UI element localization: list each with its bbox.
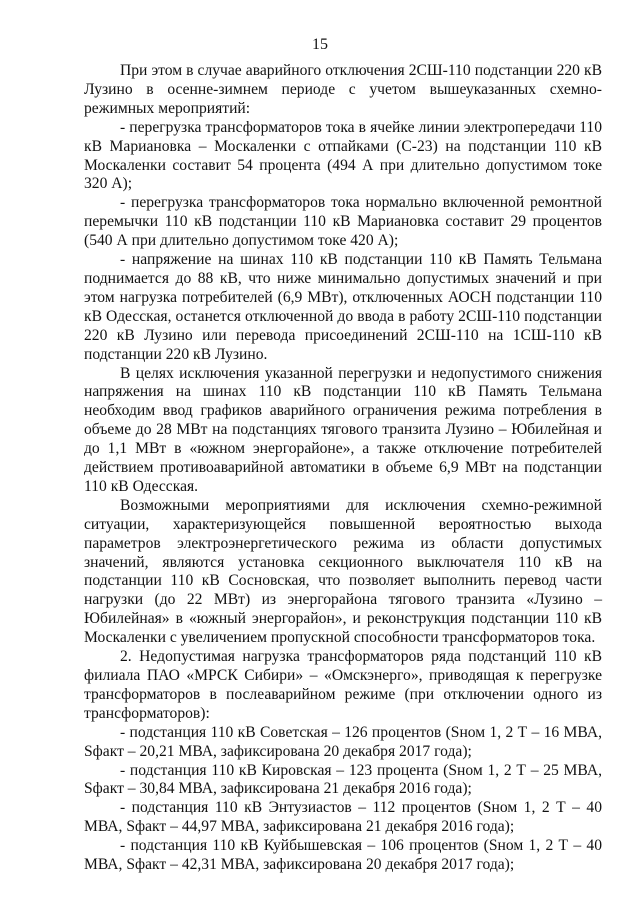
paragraph-item-sovetskaya: - подстанция 110 кВ Советская – 126 процентов (Sном 1, 2 Т – 16 МВА, Sфакт – 20,21 МВА, зафиксирована 20 декабря 2017 года); [84, 723, 602, 760]
paragraph-intro: При этом в случае аварийного отключения 2СШ-110 подстанции 220 кВ Лузино в осенне-зимнем периоде с учетом вышеуказанных схемно-режимных мероприятий: [84, 62, 602, 117]
paragraph-item-entuziastov: - подстанция 110 кВ Энтузиастов – 112 процентов (Sном 1, 2 Т – 40 МВА, Sфакт – 44,97 МВА, зафиксирована 21 декабря 2016 года); [84, 799, 602, 836]
page-number: 15 [312, 36, 328, 53]
paragraph-item-kuibyshevskaya: - подстанция 110 кВ Куйбышевская – 106 процентов (Sном 1, 2 Т – 40 МВА, Sфакт – 42,31 МВА, зафиксирована 20 декабря 2017 года); [84, 837, 602, 874]
paragraph-emergency-limits: В целях исключения указанной перегрузки и недопустимого снижения напряжения на шинах 110 кВ подстанции 110 кВ Память Тельмана необходим ввод графиков аварийного ограничения режима потребления в объеме до 28 МВт на подстанциях тягового транзита Лузино – Юбилейная и до 1,1 МВт в «южном энергорайоне», а также отключение потребителей действием противоаварийной автоматики в объеме 6,9 МВт на подстанции 110 кВ Одесская. [84, 364, 602, 495]
paragraph-section-2: 2. Недопустимая нагрузка трансформаторов ряда подстанций 110 кВ филиала ПАО «МРСК Сибири» – «Омскэнерго», приводящая к перегрузке трансформаторов в послеаварийном режиме (при отключении одного из трансформаторов): [84, 648, 602, 722]
paragraph-item-voltage-pamyat-telmana: - напряжение на шинах 110 кВ подстанции 110 кВ Память Тельмана поднимается до 88 кВ, что ниже минимально допустимых значений и при этом нагрузка потребителей (6,9 МВт), отключенных АОСН подстанции 110 кВ Одесская, останется отключенной до ввода в работу 2СШ-110 подстанции 220 кВ Лузино или перевода присоединений 2СШ-110 на 1СШ-110 кВ подстанции 220 кВ Лузино. [84, 251, 602, 363]
document-body [84, 62, 602, 875]
paragraph-possible-measures: Возможными мероприятиями для исключения схемно-режимной ситуации, характеризующейся повышенной вероятностью выхода параметров электроэнергетического режима из области допустимых значений, являются установка секционного выключателя 110 кВ на подстанции 110 кВ Сосновская, что позволяет выполнить перевод части нагрузки (до 22 МВт) из энергорайона тягового транзита «Лузино – Юбилейная» в «южный энергорайон», и реконструкция подстанции 110 кВ Москаленки с увеличением пропускной способности трансформаторов тока. [84, 496, 602, 647]
paragraph-item-kirovskaya: - подстанция 110 кВ Кировская – 123 процента (Sном 1, 2 Т – 25 МВА, Sфакт – 30,84 МВА, зафиксирована 21 декабря 2016 года); [84, 761, 602, 798]
paragraph-item-current-transformers-moskalenki: - перегрузка трансформаторов тока в ячейке линии электропередачи 110 кВ Мариановка – Москаленки с отпайками (С-23) на подстанции 110 кВ Москаленки составит 54 процента (494 А при длительно допустимом токе 320 А); [84, 118, 602, 193]
paragraph-item-jumper-marianovka: - перегрузка трансформаторов тока нормально включенной ремонтной перемычки 110 кВ подстанции 110 кВ Мариановка составит 29 процентов (540 А при длительно допустимом токе 420 А); [84, 194, 602, 250]
